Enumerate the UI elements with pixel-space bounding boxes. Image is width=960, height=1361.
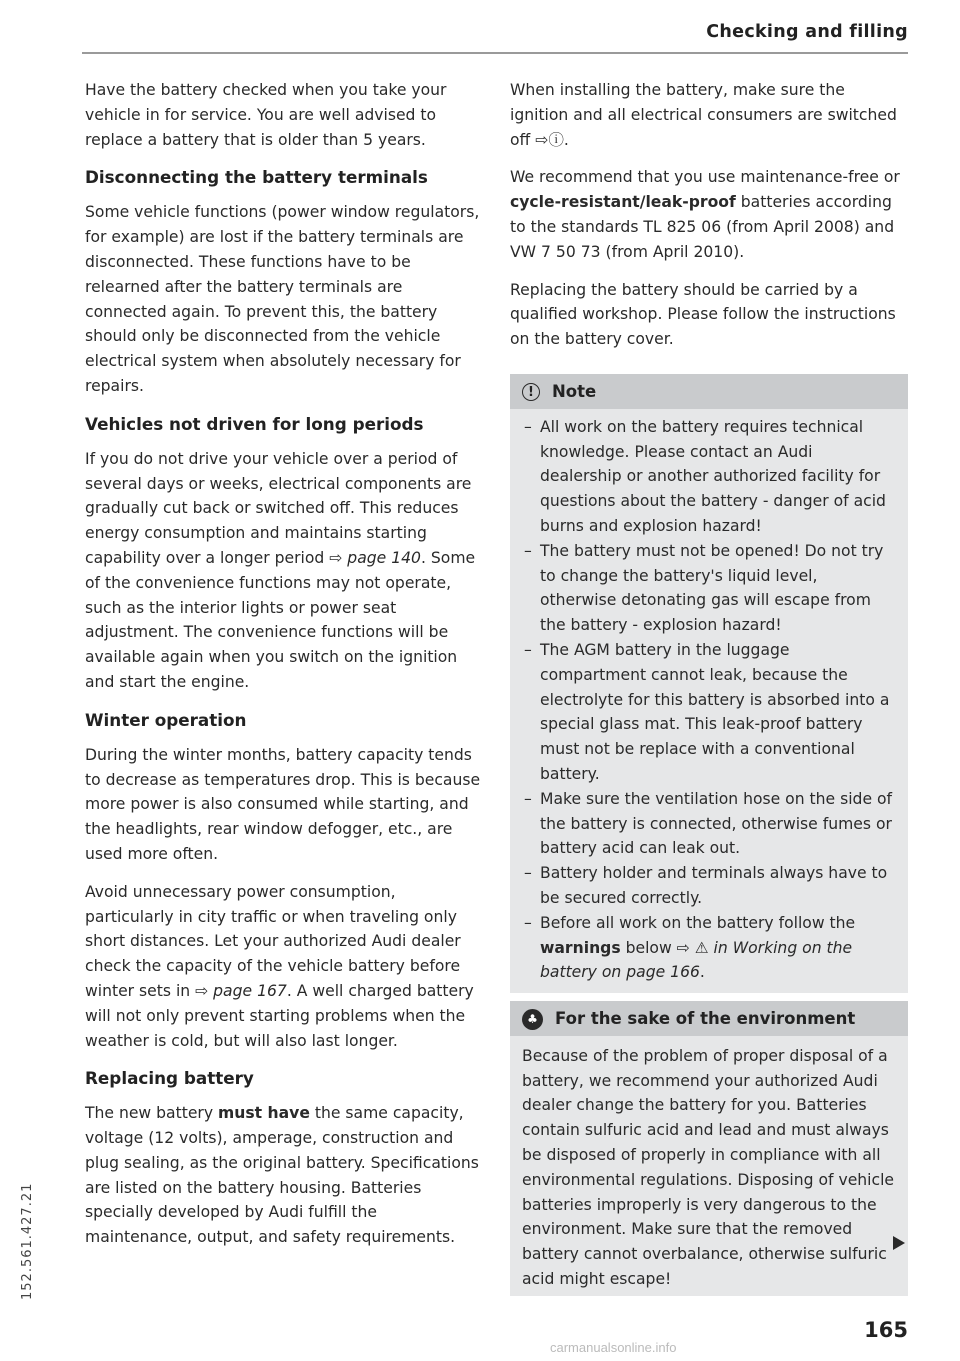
environment-header <box>510 1001 908 1036</box>
note-item: – The AGM battery in the luggage compartment cannot leak, because the electrolyte for this battery is absorbed into a special glass mat. This leak-proof battery must not be replace with a conventional battery. <box>522 638 896 787</box>
winter-text-b: . A well charged battery will not only prevent starting problems when the weather is cold, but will also last longer. <box>85 981 474 1050</box>
environment-body <box>510 1036 908 1296</box>
replacing-paragraph <box>85 1101 483 1250</box>
note-last-end: . <box>699 963 705 982</box>
long-periods-text-b: . Some of the convenience functions may not operate, such as the interior lights or power seat adjustment. The convenience functions will be available again when you switch on the ignition and start the engine. <box>85 548 476 691</box>
right-column <box>510 78 908 1296</box>
recommend-text-a: We recommend that you use maintenance-free or <box>510 168 900 187</box>
note-title: Note <box>552 381 597 401</box>
winter-text-a: Avoid unnecessary power consumption, particularly in city traffic or when traveling only short distances. Let your authorized Audi dealer check the capacity of the vehicle battery before winter sets in <box>85 882 461 1000</box>
page-140-link[interactable]: ⇨ page 140 <box>329 548 421 567</box>
header-rule <box>82 52 908 54</box>
heading-winter: Winter operation <box>85 709 247 730</box>
winter-paragraph-2 <box>85 880 483 1054</box>
note-body <box>510 409 908 993</box>
note-item: – Battery holder and terminals always have to be secured correctly. <box>522 861 896 911</box>
heading-long-periods: Vehicles not driven for long periods <box>85 413 424 434</box>
environment-title: For the sake of the environment <box>555 1009 856 1029</box>
note-item <box>522 911 896 985</box>
replacing-text-b: the same capacity, voltage (12 volts), amperage, construction and plug sealing, as the original battery. Specifications are listed on the battery housing. Batteries specially developed by Audi fulfill the maintenance, output, and safety requirements. <box>85 1104 479 1247</box>
note-item: – The battery must not be opened! Do not try to change the battery's liquid level, otherwise detonating gas will escape from the battery - explosion hazard! <box>522 539 896 638</box>
note-item: – Make sure the ventilation hose on the side of the battery is connected, otherwise fumes or battery acid can leak out. <box>522 787 896 861</box>
replacing-bold: must have <box>218 1104 310 1123</box>
document-code: 152.561.427.21 <box>20 1182 35 1300</box>
long-periods-paragraph <box>85 447 483 695</box>
watermark: carmanualsonline.info <box>550 1340 677 1355</box>
note-last-text-b: below <box>620 938 677 957</box>
note-box <box>510 374 908 993</box>
heading-disconnecting: Disconnecting the battery terminals <box>85 167 428 188</box>
note-ref-link[interactable]: ⇨ⓘ. <box>535 130 569 149</box>
install-paragraph <box>510 78 908 152</box>
left-column <box>85 78 483 1263</box>
section-title: Checking and filling <box>706 22 908 42</box>
note-icon: ! <box>522 383 540 401</box>
replacing-text-a: The new battery <box>85 1104 219 1123</box>
environment-box <box>510 1001 908 1296</box>
note-last-text-a: Before all work on the battery follow the <box>540 913 856 932</box>
environment-paragraph: Because of the problem of proper disposal of a battery, we recommend your authorized Audi dealer change the battery for you. Batteries contain sulfuric acid and lead and must always be disposed of properly in compliance with all environmental regulations. Disposing of vehicle batteries improperly is very dangerous to the environment. Make sure that the removed battery cannot overbalance, otherwise sulfuric acid might escape! <box>522 1046 895 1289</box>
page-number: 165 <box>864 1318 908 1342</box>
recommend-text-b: batteries according to the standards TL 825 06 (from April 2008) and VW 7 50 73 (from April 2010). <box>510 193 895 261</box>
heading-replacing: Replacing battery <box>85 1068 254 1089</box>
environment-icon: ♣ <box>522 1009 543 1030</box>
continue-arrow-icon[interactable] <box>893 1236 905 1250</box>
winter-paragraph-1: During the winter months, battery capacity tends to decrease as temperatures drop. This is because more power is also consumed while starting, and the headlights, rear window defogger, etc., are used more often. <box>85 745 481 863</box>
page-166-link[interactable]: ⇨ ⚠ in Working on the battery on page 166 <box>540 938 853 982</box>
note-header <box>510 374 908 409</box>
disconnecting-paragraph: Some vehicle functions (power window regulators, for example) are lost if the battery terminals are disconnected. These functions have to be relearned after the battery terminals are connected again. To prevent this, the battery should only be disconnected from the vehicle electrical system when absolutely necessary for repairs. <box>85 203 480 395</box>
note-list <box>522 415 896 985</box>
intro-paragraph: Have the battery checked when you take your vehicle in for service. You are well advised to replace a battery that is older than 5 years. <box>85 81 447 149</box>
install-text: When installing the battery, make sure the ignition and all electrical consumers are switched off <box>510 81 897 149</box>
replace-workshop-paragraph: Replacing the battery should be carried by a qualified workshop. Please follow the instructions on the battery cover. <box>510 280 896 349</box>
recommend-paragraph <box>510 165 908 264</box>
long-periods-text-a: If you do not drive your vehicle over a period of several days or weeks, electrical components are gradually cut back or switched off. This reduces energy consumption and maintains starting capability over a longer period <box>85 449 472 567</box>
page-167-link[interactable]: ⇨ page 167 <box>195 981 287 1000</box>
recommend-bold: cycle-resistant/leak-proof <box>510 193 736 212</box>
note-item: – All work on the battery requires technical knowledge. Please contact an Audi dealership or another authorized facility for questions about the battery - danger of acid burns and explosion hazard! <box>522 415 896 539</box>
note-last-bold: warnings <box>540 938 621 957</box>
